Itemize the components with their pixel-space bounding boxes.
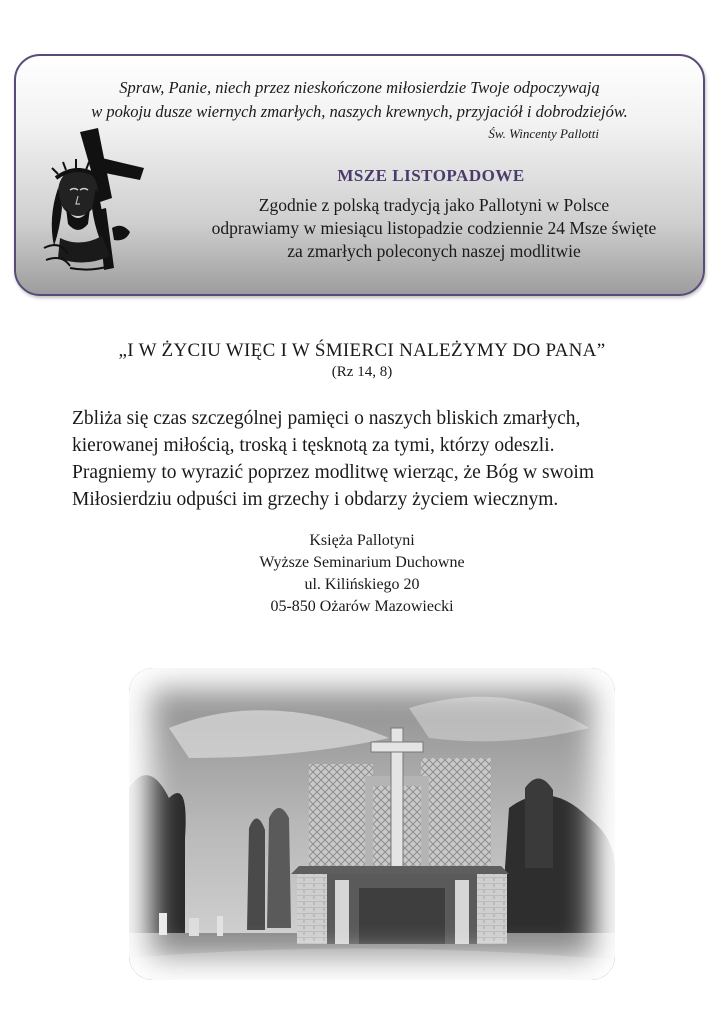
quote-author: Św. Wincenty Pallotti (488, 126, 599, 141)
masses-line-1: Zgodnie z polską tradycją jako Pallotyni w Polsce (258, 195, 610, 215)
headline: „I W ŻYCIU WIĘC I W ŚMIERCI NALEŻYMY DO PANA” (118, 340, 606, 361)
signature-line-4: 05-850 Ożarów Mazowiecki (270, 598, 454, 615)
prayer-quote (16, 76, 703, 124)
body-line-1: Zbliża się czas szczególnej pamięci o naszych bliskich zmarłych, (72, 408, 581, 429)
signature-line-2: Wyższe Seminarium Duchowne (259, 554, 465, 571)
prayer-box (14, 54, 705, 296)
signature-block (0, 530, 724, 618)
signature-line-1: Księża Pallotyni (309, 532, 415, 549)
body-line-2: kierowanej miłością, troską i tęsknotą za tymi, którzy odeszli. (72, 435, 555, 456)
body-paragraph (72, 405, 682, 513)
masses-line-3: za zmarłych poleconych naszej modlitwie (287, 241, 581, 261)
prayer-quote-line-1: Spraw, Panie, niech przez nieskończone miłosierdzie Twoje odpoczywają (119, 78, 600, 97)
masses-description (164, 194, 704, 263)
masses-title: MSZE LISTOPADOWE (337, 166, 525, 185)
scripture-reference: (Rz 14, 8) (331, 364, 393, 380)
signature-line-3: ul. Kilińskiego 20 (304, 576, 420, 593)
body-line-3: Pragniemy to wyrazić poprzez modlitwę wierząc, że Bóg w swoim (72, 462, 594, 483)
christ-carrying-cross-icon (40, 128, 150, 278)
church-photo (129, 668, 615, 980)
masses-line-2: odprawiamy w miesiącu listopadzie codziennie 24 Msze święte (211, 218, 657, 238)
body-line-4: Miłosierdziu odpuści im grzechy i obdarzy życiem wiecznym. (72, 489, 559, 510)
prayer-quote-line-2: w pokoju dusze wiernych zmarłych, naszych krewnych, przyjaciół i dobrodziejów. (91, 102, 628, 121)
